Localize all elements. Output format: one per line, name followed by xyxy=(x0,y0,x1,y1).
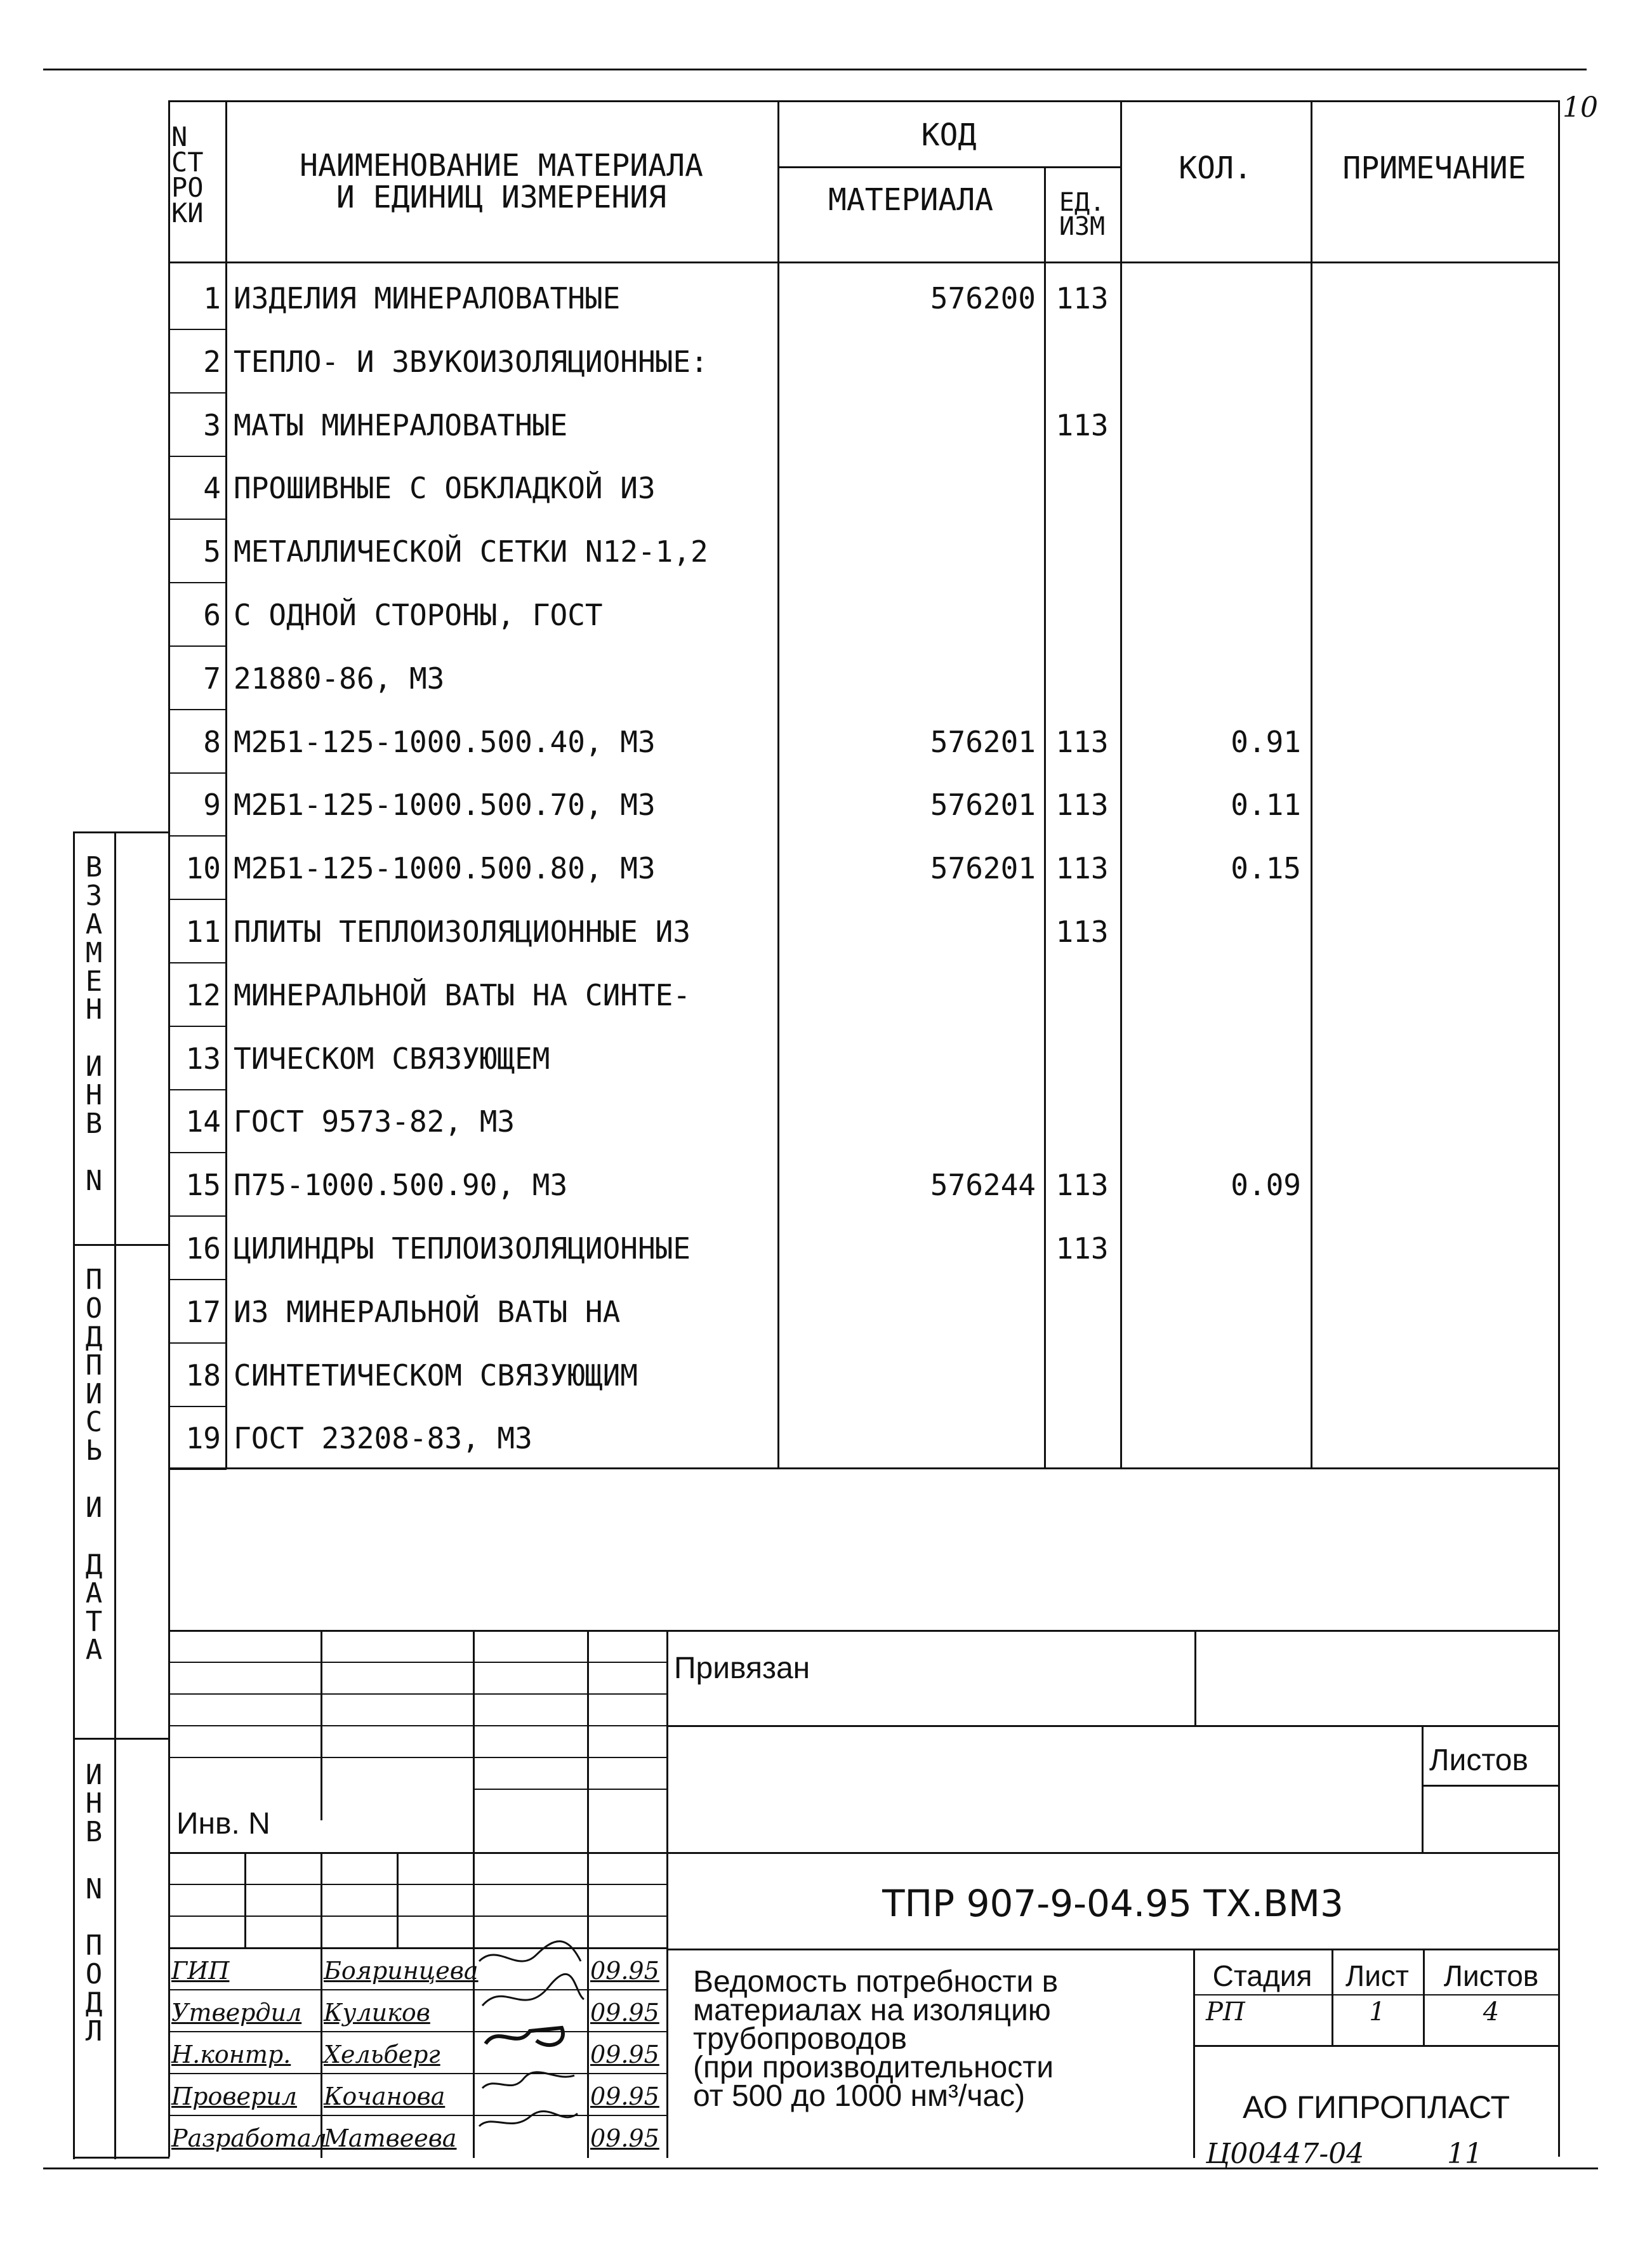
col-qty-line xyxy=(1311,100,1312,1469)
row-name: МАТЫ МИНЕРАЛОВАТНЫЕ xyxy=(234,408,568,442)
row-number-separator xyxy=(168,456,227,457)
row-number: 17 xyxy=(185,1295,221,1329)
row-code: 576201 xyxy=(930,851,1036,885)
stamp-grid-h2 xyxy=(168,1693,666,1695)
stamp-grid-v5 xyxy=(320,1852,322,2158)
frame-right xyxy=(1558,100,1560,2157)
signatures-drawing xyxy=(473,1923,590,2158)
row-number: 12 xyxy=(185,978,221,1012)
row-number: 9 xyxy=(203,788,221,822)
row-name: 21880-86, М3 xyxy=(234,661,445,696)
signer-name: Матвеева xyxy=(324,2124,457,2152)
row-name: ПРОШИВНЫЕ С ОБКЛАДКОЙ ИЗ xyxy=(234,471,656,505)
row-number-separator xyxy=(168,1279,227,1280)
side-strip-div1 xyxy=(73,1244,169,1246)
row-unit: 113 xyxy=(1055,1168,1109,1202)
row-number: 10 xyxy=(185,851,221,885)
signer-role: Проверил xyxy=(171,2082,297,2110)
row-number-separator xyxy=(168,1215,227,1217)
stamp-org-top xyxy=(1193,2045,1559,2047)
row-number-separator xyxy=(168,899,227,900)
stamp-top-line xyxy=(168,1630,1559,1632)
privyazan-label: Привязан xyxy=(674,1651,810,1685)
side-strip-mid xyxy=(114,831,116,2159)
stamp-grid-v6 xyxy=(397,1852,399,1947)
row-name: С ОДНОЙ СТОРОНЫ, ГОСТ xyxy=(234,598,603,632)
row-unit: 113 xyxy=(1055,915,1109,949)
signer-role: ГИП xyxy=(171,1957,230,1985)
header-name: НАИМЕНОВАНИЕ МАТЕРИАЛА И ЕДИНИЦ ИЗМЕРЕНИЯ xyxy=(300,148,703,216)
document-code: ТПР 907-9-04.95 ТХ.ВМ3 xyxy=(882,1882,1344,1925)
row-quantity: 0.11 xyxy=(1231,788,1301,822)
document-title: Ведомость потребности в материалах на изоляцию трубопроводов (при производительности от 500 до 1000 нм³/час) xyxy=(693,1965,1059,2114)
row-number: 13 xyxy=(185,1042,221,1076)
row-number: 2 xyxy=(203,345,221,379)
frame-top xyxy=(168,100,1559,102)
page-mark: 10 xyxy=(1563,91,1598,124)
row-code: 576201 xyxy=(930,725,1036,759)
stamp-privyazan-bottom xyxy=(666,1725,1559,1727)
row-number: 1 xyxy=(203,281,221,315)
stamp-stadia-line xyxy=(1193,1994,1559,1995)
header-note: ПРИМЕЧАНИЕ xyxy=(1342,150,1526,186)
row-number: 19 xyxy=(185,1421,221,1455)
listov-label: Листов xyxy=(1443,1959,1539,1992)
row-number-separator xyxy=(168,709,227,710)
row-number-separator xyxy=(168,772,227,774)
row-name: ТЕПЛО- И ЗВУКОИЗОЛЯЦИОННЫЕ: xyxy=(234,345,708,379)
row-name: М2Б1-125-1000.500.70, М3 xyxy=(234,788,656,822)
row-number: 16 xyxy=(185,1231,221,1266)
stamp-privyazan-divider xyxy=(1194,1630,1196,1725)
row-name: П75-1000.500.90, М3 xyxy=(234,1168,568,1202)
stadia-value: РП xyxy=(1206,1997,1245,2027)
list-label: Лист xyxy=(1345,1959,1409,1992)
stamp-grid-h4 xyxy=(168,1757,666,1758)
row-number-separator xyxy=(168,329,227,330)
row-quantity: 0.09 xyxy=(1231,1168,1301,1202)
stamp-grid-v4 xyxy=(244,1852,246,1947)
code-subheader-line xyxy=(777,166,1120,168)
signer-date: 09.95 xyxy=(590,2082,659,2110)
row-number-separator xyxy=(168,645,227,647)
row-number: 11 xyxy=(185,915,221,949)
stadia-label: Стадия xyxy=(1212,1959,1312,1992)
row-unit: 113 xyxy=(1055,851,1109,885)
page-bottom-line xyxy=(43,2167,1598,2169)
header-code: КОД xyxy=(921,117,977,153)
side-strip-bottom xyxy=(73,2157,169,2159)
side-strip-left xyxy=(73,831,75,2159)
inv-n-label: Инв. N xyxy=(176,1807,270,1841)
signer-date: 09.95 xyxy=(590,2041,659,2068)
signer-name: Куликов xyxy=(324,1999,430,2027)
signer-line-3 xyxy=(168,2073,666,2074)
page-top-line xyxy=(43,69,1587,70)
organization: АО ГИПРОПЛАСТ xyxy=(1242,2089,1510,2125)
stamp-listov-line xyxy=(1422,1785,1559,1787)
col-num-line xyxy=(225,100,227,1469)
signer-name: Кочанова xyxy=(324,2082,446,2110)
row-number: 8 xyxy=(203,725,221,759)
col-code-line xyxy=(1044,166,1046,1469)
signer-line-1 xyxy=(168,1989,666,1990)
row-name: М2Б1-125-1000.500.40, М3 xyxy=(234,725,656,759)
signer-role: Н.контр. xyxy=(171,2041,291,2068)
col-unit-line xyxy=(1120,100,1122,1469)
side-label-vzamen: В З А М Е Н И Н В N xyxy=(85,851,103,1197)
stamp-grid-h3 xyxy=(168,1725,666,1726)
footer-code: Ц00447-04 xyxy=(1206,2138,1365,2170)
side-label-podpis: П О Д П И С Ь И Д А Т А xyxy=(85,1264,103,1667)
row-number-separator xyxy=(168,1406,227,1407)
stamp-grid-h1 xyxy=(168,1662,666,1663)
row-number: 6 xyxy=(203,598,221,632)
row-name: МЕТАЛЛИЧЕСКОЙ СЕТКИ N12-1,2 xyxy=(234,534,708,569)
side-label-inv-podl: И Н В N П О Д Л xyxy=(85,1759,103,2048)
stamp-grid-h5 xyxy=(473,1789,666,1790)
signer-role: Разработал xyxy=(171,2124,327,2152)
stamp-grid-h7 xyxy=(168,1884,666,1885)
row-number-separator xyxy=(168,835,227,837)
row-number: 3 xyxy=(203,408,221,442)
listov-top-label: Листов xyxy=(1429,1744,1528,1777)
row-name: ПЛИТЫ ТЕПЛОИЗОЛЯЦИОННЫЕ ИЗ xyxy=(234,915,691,949)
header-unit: ЕД. ИЗМ xyxy=(1059,188,1106,241)
row-quantity: 0.91 xyxy=(1231,725,1301,759)
header-bottom-line xyxy=(168,261,1559,263)
row-code: 576201 xyxy=(930,788,1036,822)
row-name: ИЗДЕЛИЯ МИНЕРАЛОВАТНЫЕ xyxy=(234,281,621,315)
row-number: 14 xyxy=(185,1104,221,1139)
row-number-separator xyxy=(168,582,227,583)
row-unit: 113 xyxy=(1055,1231,1109,1266)
signer-line-2 xyxy=(168,2031,666,2032)
signer-date: 09.95 xyxy=(590,1957,659,1985)
row-number: 7 xyxy=(203,661,221,696)
row-code: 576244 xyxy=(930,1168,1036,1202)
row-number: 4 xyxy=(203,471,221,505)
row-name: ИЗ МИНЕРАЛЬНОЙ ВАТЫ НА xyxy=(234,1295,621,1329)
signer-line-4 xyxy=(168,2115,666,2116)
row-number-separator xyxy=(168,1026,227,1027)
header-qty: КОЛ. xyxy=(1179,150,1252,186)
row-number-separator xyxy=(168,1342,227,1344)
row-unit: 113 xyxy=(1055,281,1109,315)
row-number-separator xyxy=(168,392,227,394)
footer-number: 11 xyxy=(1447,2138,1483,2170)
listov-value: 4 xyxy=(1483,1997,1500,2027)
signer-role: Утвердил xyxy=(171,1999,302,2027)
signer-name: Бояринцева xyxy=(324,1957,479,1985)
row-unit: 113 xyxy=(1055,408,1109,442)
row-name: ГОСТ 9573-82, М3 xyxy=(234,1104,515,1139)
side-strip-div2 xyxy=(73,1738,169,1740)
signer-date: 09.95 xyxy=(590,2124,659,2152)
row-unit: 113 xyxy=(1055,725,1109,759)
row-name: ЦИЛИНДРЫ ТЕПЛОИЗОЛЯЦИОННЫЕ xyxy=(234,1231,691,1266)
stamp-grid-h8 xyxy=(168,1916,666,1917)
row-name: ТИЧЕСКОМ СВЯЗУЮЩЕМ xyxy=(234,1042,550,1076)
signer-name: Хельберг xyxy=(324,2041,440,2068)
row-number-separator xyxy=(168,962,227,963)
row-name: СИНТЕТИЧЕСКОМ СВЯЗУЮЩИМ xyxy=(234,1358,638,1393)
side-strip-top xyxy=(73,831,169,833)
row-number: 18 xyxy=(185,1358,221,1393)
table-end-line xyxy=(168,1467,1559,1469)
row-number-separator xyxy=(168,1089,227,1090)
row-number-separator xyxy=(168,519,227,520)
row-number: 5 xyxy=(203,534,221,569)
list-value: 1 xyxy=(1369,1997,1385,2027)
signer-date: 09.95 xyxy=(590,1999,659,2027)
row-unit: 113 xyxy=(1055,788,1109,822)
row-quantity: 0.15 xyxy=(1231,851,1301,885)
header-row-no: N СТ РО КИ xyxy=(171,121,204,228)
stamp-code-bottom xyxy=(666,1949,1559,1950)
row-code: 576200 xyxy=(930,281,1036,315)
row-number: 15 xyxy=(185,1168,221,1202)
row-name: М2Б1-125-1000.500.80, М3 xyxy=(234,851,656,885)
stamp-listov-divider xyxy=(1422,1725,1424,1852)
row-name: ГОСТ 23208-83, М3 xyxy=(234,1421,532,1455)
row-name: МИНЕРАЛЬНОЙ ВАТЫ НА СИНТЕ- xyxy=(234,978,691,1012)
stamp-grid-h6 xyxy=(168,1852,666,1854)
stamp-grid-h9 xyxy=(168,1947,666,1949)
row-number-separator xyxy=(168,1469,227,1470)
header-material: МАТЕРИАЛА xyxy=(828,182,994,218)
stamp-code-top xyxy=(666,1852,1559,1854)
row-number-separator xyxy=(168,1152,227,1153)
